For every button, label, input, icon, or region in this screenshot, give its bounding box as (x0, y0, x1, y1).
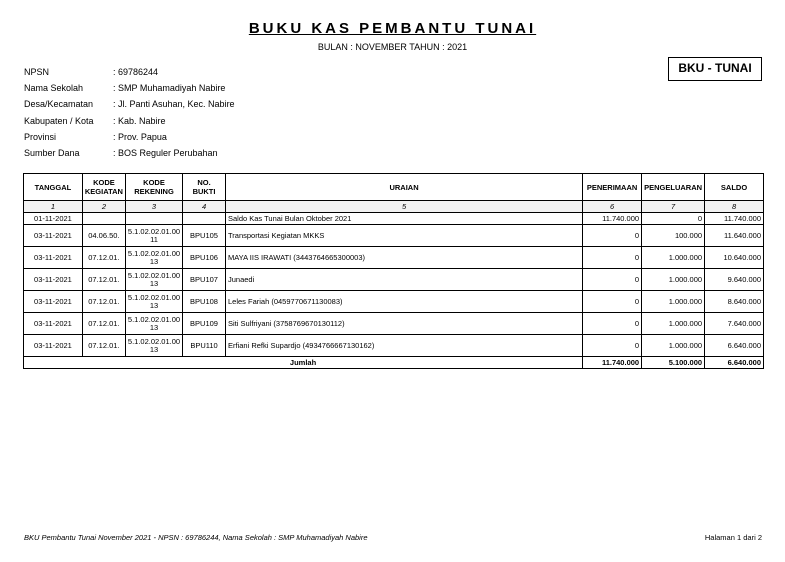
info-label: Provinsi (24, 131, 57, 142)
column-index: 8 (705, 201, 764, 213)
total-label: Jumlah (24, 357, 583, 369)
cell-income: 11.740.000 (583, 213, 642, 225)
cell-receipt-no: BPU107 (183, 269, 226, 291)
cell-balance: 8.640.000 (705, 291, 764, 313)
info-row-fund-source (24, 148, 235, 164)
col-header-balance: SALDO (705, 174, 764, 201)
info-value: : BOS Reguler Perubahan (113, 147, 218, 158)
column-index: 2 (82, 201, 125, 213)
cell-date: 03-11-2021 (24, 247, 83, 269)
cell-expense: 1.000.000 (642, 291, 705, 313)
cell-income: 0 (583, 247, 642, 269)
total-income: 11.740.000 (583, 357, 642, 369)
cell-balance: 10.640.000 (705, 247, 764, 269)
cell-account-code: 5.1.02.02.01.00 13 (125, 247, 182, 269)
info-value: : SMP Muhamadiyah Nabire (113, 83, 226, 94)
cell-description: Erfiani Refki Supardjo (4934766667130162) (225, 335, 582, 357)
cell-activity-code: 04.06.50. (82, 225, 125, 247)
table-header-row (24, 174, 764, 201)
col-header-expense: PENGELUARAN (642, 174, 705, 201)
col-header-activity-code: KODE KEGIATAN (82, 174, 125, 201)
cell-income: 0 (583, 313, 642, 335)
cell-activity-code: 07.12.01. (82, 335, 125, 357)
cell-description: Transportasi Kegiatan MKKS (225, 225, 582, 247)
cell-balance: 11.740.000 (705, 213, 764, 225)
column-index: 5 (225, 201, 582, 213)
column-index-row (24, 201, 764, 213)
cell-expense: 1.000.000 (642, 269, 705, 291)
cell-description: Junaedi (225, 269, 582, 291)
table-row (24, 269, 764, 291)
cell-date: 03-11-2021 (24, 269, 83, 291)
cell-date: 03-11-2021 (24, 313, 83, 335)
cell-balance: 11.640.000 (705, 225, 764, 247)
info-row-village (24, 99, 235, 115)
table-row (24, 225, 764, 247)
cell-income: 0 (583, 291, 642, 313)
footer-page-number: Halaman 1 dari 2 (704, 533, 762, 542)
table-row (24, 335, 764, 357)
info-row-province (24, 132, 235, 148)
cell-account-code: 5.1.02.02.01.00 13 (125, 313, 182, 335)
col-header-account-code: KODE REKENING (125, 174, 182, 201)
opening-balance-row (24, 213, 764, 225)
col-header-description: URAIAN (225, 174, 582, 201)
cell-expense: 1.000.000 (642, 335, 705, 357)
info-value: : Jl. Panti Asuhan, Kec. Nabire (113, 99, 235, 110)
cell-income: 0 (583, 225, 642, 247)
col-header-date: TANGGAL (24, 174, 83, 201)
cell-expense: 1.000.000 (642, 313, 705, 335)
cell-receipt-no: BPU110 (183, 335, 226, 357)
cell-balance: 6.640.000 (705, 335, 764, 357)
bku-badge: BKU - TUNAI (668, 57, 762, 81)
info-label: Kabupaten / Kota (24, 115, 94, 126)
table-row (24, 291, 764, 313)
total-expense: 5.100.000 (642, 357, 705, 369)
cell-date: 03-11-2021 (24, 335, 83, 357)
info-label: Nama Sekolah (24, 83, 84, 94)
cell-description: Leles Fariah (0459770671130083) (225, 291, 582, 313)
footer-document-info: BKU Pembantu Tunai November 2021 - NPSN : 69786244, Nama Sekolah : SMP Muhamadiyah Nabire (24, 533, 368, 542)
info-label: NPSN (24, 67, 50, 77)
school-info (24, 67, 235, 164)
cell-receipt-no: BPU108 (183, 291, 226, 313)
cell-account-code: 5.1.02.02.01.00 11 (125, 225, 182, 247)
col-header-receipt-no: NO. BUKTI (183, 174, 226, 201)
cell-activity-code: 07.12.01. (82, 313, 125, 335)
cell-activity-code: 07.12.01. (82, 269, 125, 291)
info-label: Sumber Dana (24, 147, 80, 158)
column-index: 4 (183, 201, 226, 213)
document-title: BUKU KAS PEMBANTU TUNAI (248, 20, 537, 37)
cell-receipt-no: BPU109 (183, 313, 226, 335)
cell-date: 01-11-2021 (24, 213, 83, 225)
cell-date: 03-11-2021 (24, 291, 83, 313)
document-subtitle: BULAN : NOVEMBER TAHUN : 2021 (317, 42, 468, 52)
cell-account-code: 5.1.02.02.01.00 13 (125, 269, 182, 291)
table-row (24, 247, 764, 269)
cell-activity-code (82, 213, 125, 225)
info-value: : Prov. Papua (113, 131, 167, 142)
cell-expense: 0 (642, 213, 705, 225)
cell-income: 0 (583, 335, 642, 357)
info-row-school-name (24, 83, 235, 99)
info-value: : Kab. Nabire (113, 115, 166, 126)
cell-balance: 9.640.000 (705, 269, 764, 291)
column-index: 3 (125, 201, 182, 213)
cell-activity-code: 07.12.01. (82, 291, 125, 313)
total-row (24, 357, 764, 369)
cell-description: MAYA IIS IRAWATI (3443764665300003) (225, 247, 582, 269)
cell-description: Siti Sulfriyani (3758769670130112) (225, 313, 582, 335)
col-header-income: PENERIMAAN (583, 174, 642, 201)
column-index: 1 (24, 201, 83, 213)
total-balance: 6.640.000 (705, 357, 764, 369)
cell-receipt-no: BPU106 (183, 247, 226, 269)
table-row (24, 313, 764, 335)
cell-account-code: 5.1.02.02.01.00 13 (125, 335, 182, 357)
info-row-npsn (24, 67, 235, 83)
column-index: 6 (583, 201, 642, 213)
info-label: Desa/Kecamatan (24, 99, 94, 110)
cell-income: 0 (583, 269, 642, 291)
cell-description: Saldo Kas Tunai Bulan Oktober 2021 (225, 213, 582, 225)
info-value: : 69786244 (113, 67, 159, 77)
cell-account-code: 5.1.02.02.01.00 13 (125, 291, 182, 313)
cell-account-code (125, 213, 182, 225)
cell-receipt-no (183, 213, 226, 225)
cell-date: 03-11-2021 (24, 225, 83, 247)
info-row-regency (24, 116, 235, 132)
cell-expense: 1.000.000 (642, 247, 705, 269)
cell-expense: 100.000 (642, 225, 705, 247)
cell-balance: 7.640.000 (705, 313, 764, 335)
column-index: 7 (642, 201, 705, 213)
cell-receipt-no: BPU105 (183, 225, 226, 247)
cash-ledger-table (23, 173, 764, 369)
cell-activity-code: 07.12.01. (82, 247, 125, 269)
